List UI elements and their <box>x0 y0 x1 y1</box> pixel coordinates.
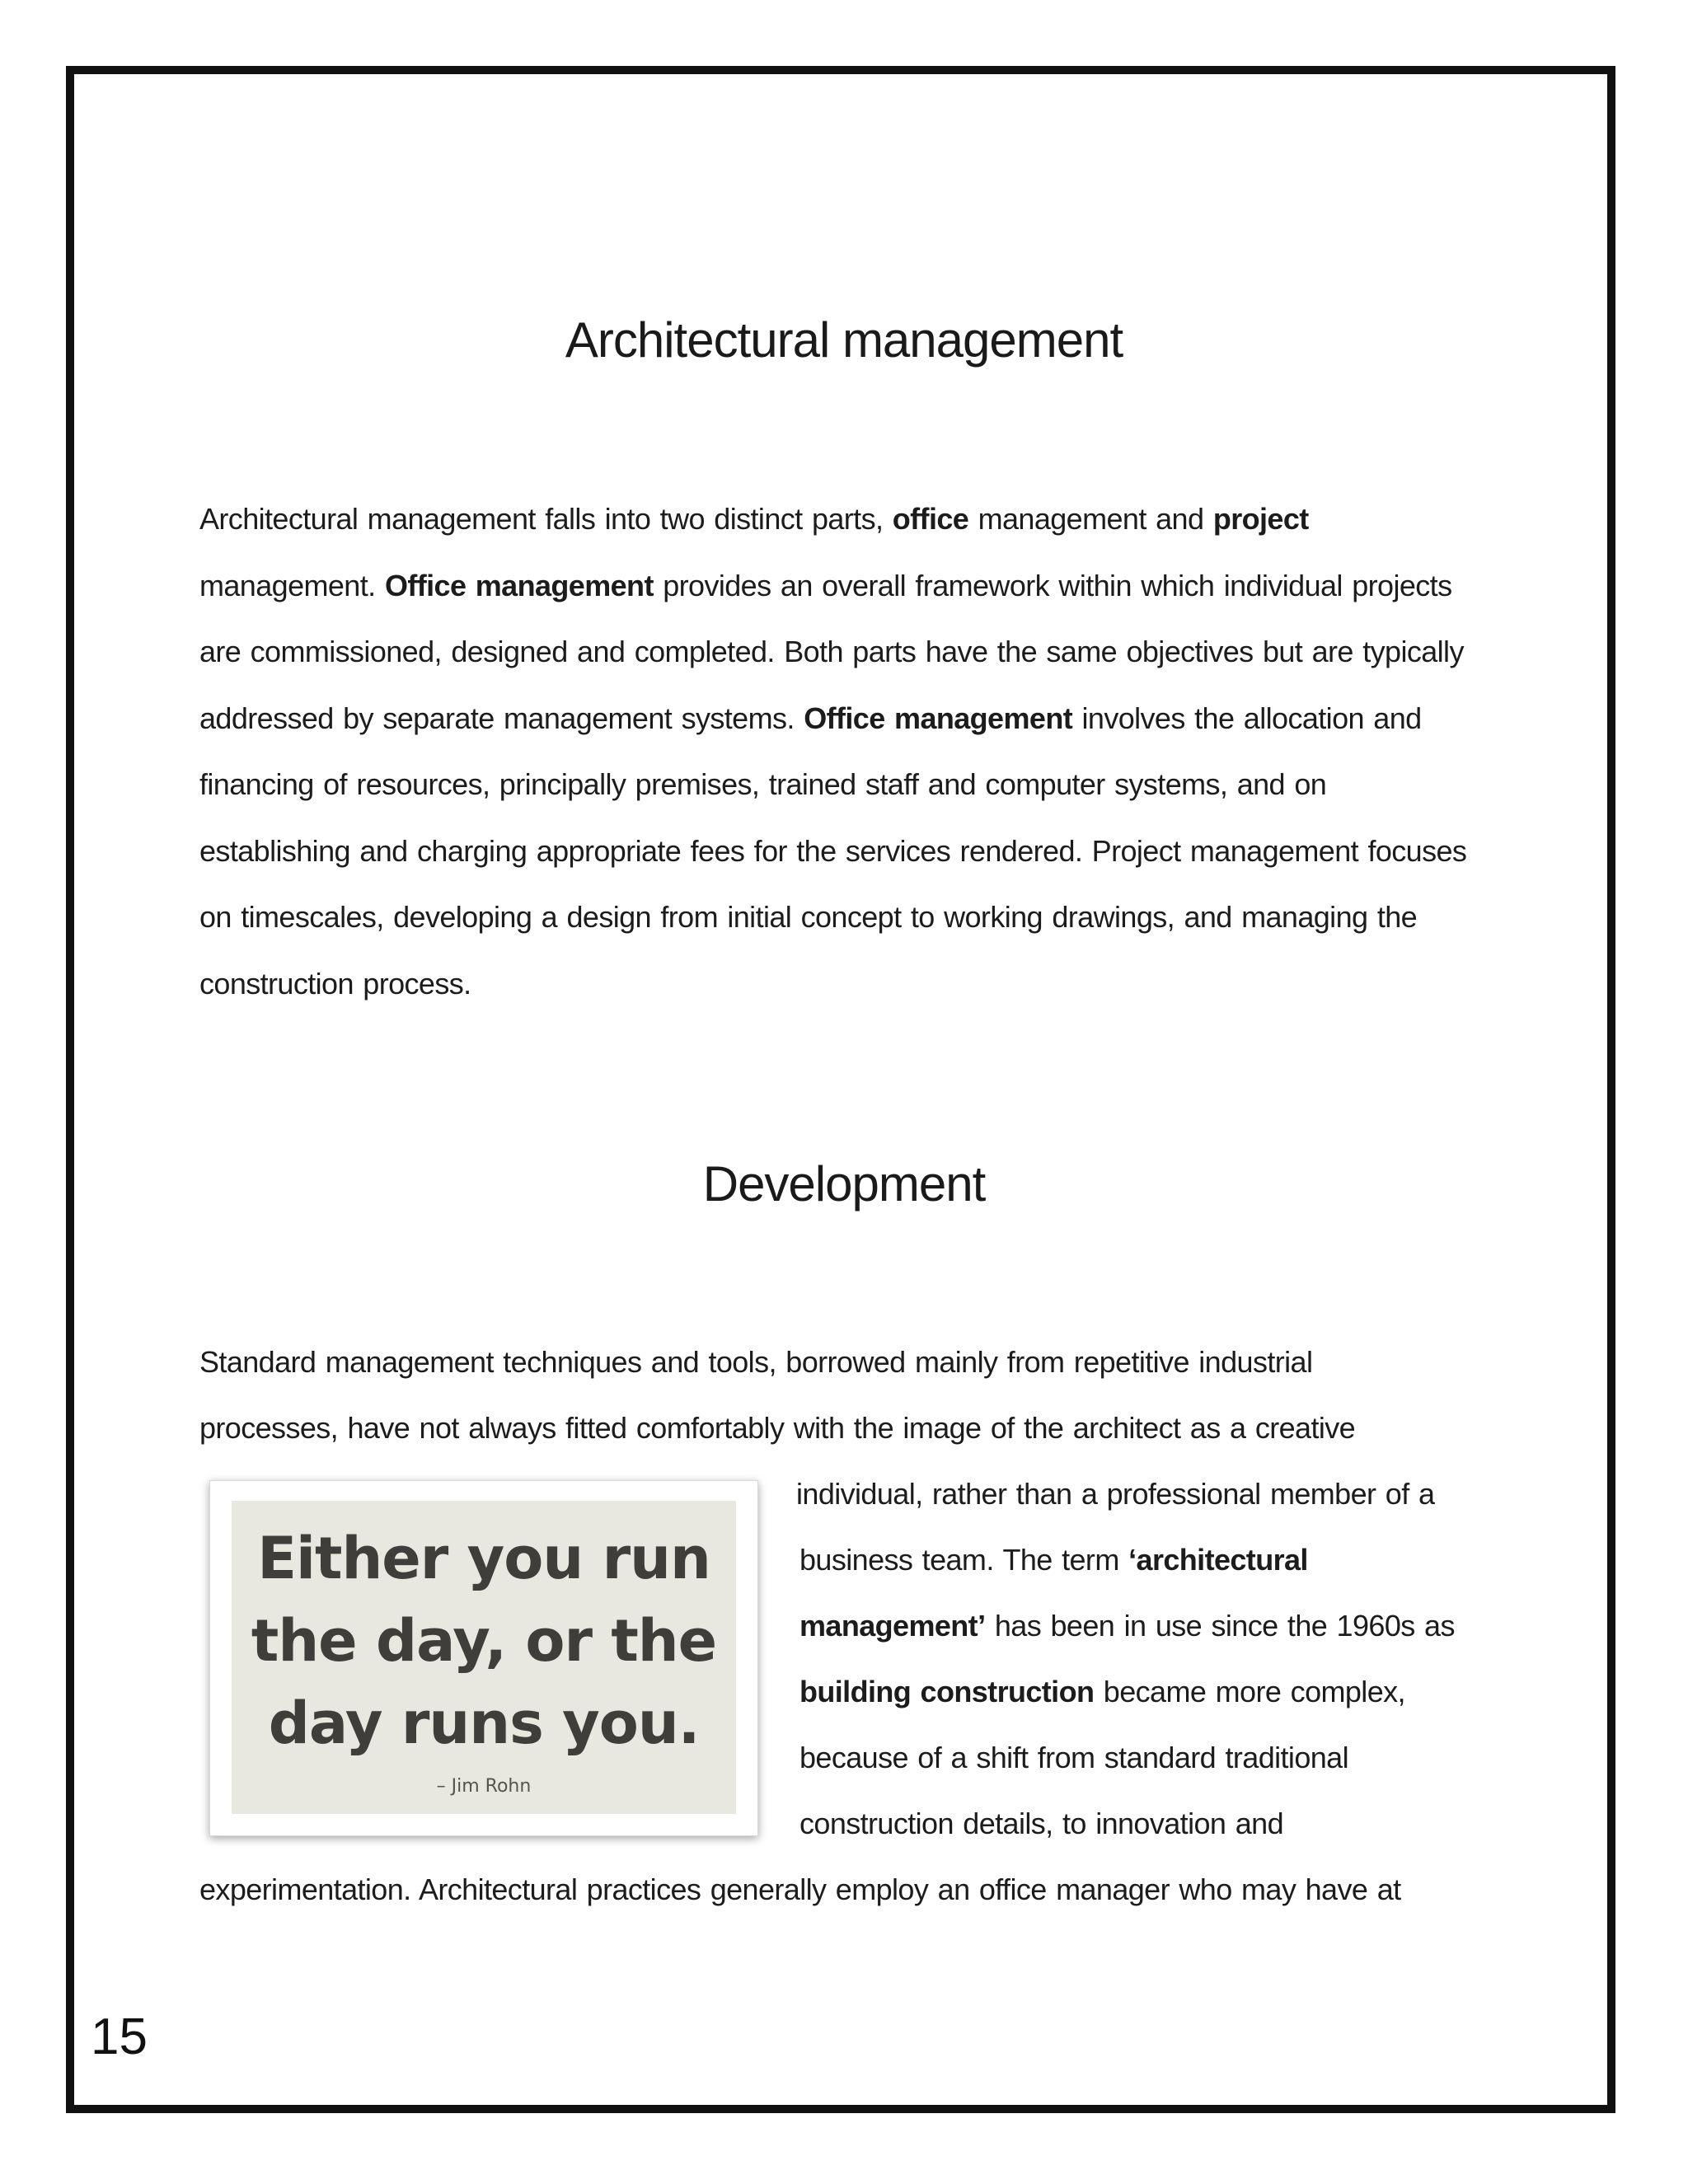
quote-line-3: day runs you. <box>268 1690 700 1757</box>
development-line-8: construction details, to innovation and <box>799 1807 1283 1840</box>
section-title-development: Development <box>702 1156 986 1212</box>
paragraph-text: provides an overall framework within which individual projects are commissioned, designed and completed. Both parts have the same objectives but are typically addressed by separate management systems. <box>199 568 1464 735</box>
page-number: 15 <box>91 2008 148 2065</box>
architectural-management-paragraph <box>199 486 1485 1017</box>
quote-image-background <box>232 1501 736 1814</box>
development-line-6-text: became more complex, <box>1094 1675 1405 1708</box>
development-line-5 <box>799 1609 1455 1643</box>
term-building-construction: building construction <box>799 1675 1095 1708</box>
quote-text <box>232 1517 736 1765</box>
emphasized-term: office <box>892 502 969 536</box>
emphasized-term: Office management <box>804 701 1073 735</box>
quote-author: – Jim Rohn <box>436 1776 532 1797</box>
emphasized-term: project <box>1212 502 1309 536</box>
development-line-1: Standard management techniques and tools, borrowed mainly from repetitive industrial <box>199 1345 1313 1379</box>
paragraph-text: involves the allocation and financing of resources, principally premises, trained staff and computer systems, and on establishing and charging appropriate fees for the services rendered. Project management focuses on timescales, developing a design from initial concept to working drawings, and managing the construction process. <box>199 701 1467 1001</box>
emphasized-term: Office management <box>384 568 654 602</box>
development-line-4-text: business team. The term <box>799 1543 1129 1577</box>
quote-image <box>209 1480 758 1836</box>
term-management: management’ <box>799 1609 986 1643</box>
section-title-architectural-management: Architectural management <box>565 312 1123 368</box>
development-line-4 <box>799 1543 1308 1577</box>
development-line-6 <box>799 1675 1405 1709</box>
paragraph-text: Architectural management falls into two distinct parts, <box>199 502 893 536</box>
development-line-3: individual, rather than a professional member of a <box>796 1477 1435 1511</box>
quote-line-1: Either you run <box>257 1525 710 1592</box>
paragraph-text: management and <box>968 502 1213 536</box>
quote-line-2: the day, or the <box>251 1607 717 1675</box>
development-line-9: experimentation. Architectural practices generally employ an office manager who may have at <box>199 1872 1401 1906</box>
development-line-5-text: has been in use since the 1960s as <box>985 1609 1455 1643</box>
term-architectural: ‘architectural <box>1128 1543 1308 1577</box>
development-line-7: because of a shift from standard traditional <box>799 1741 1348 1774</box>
development-line-2: processes, have not always fitted comfortably with the image of the architect as a creative <box>199 1411 1356 1445</box>
paragraph-text: management. <box>199 568 385 602</box>
